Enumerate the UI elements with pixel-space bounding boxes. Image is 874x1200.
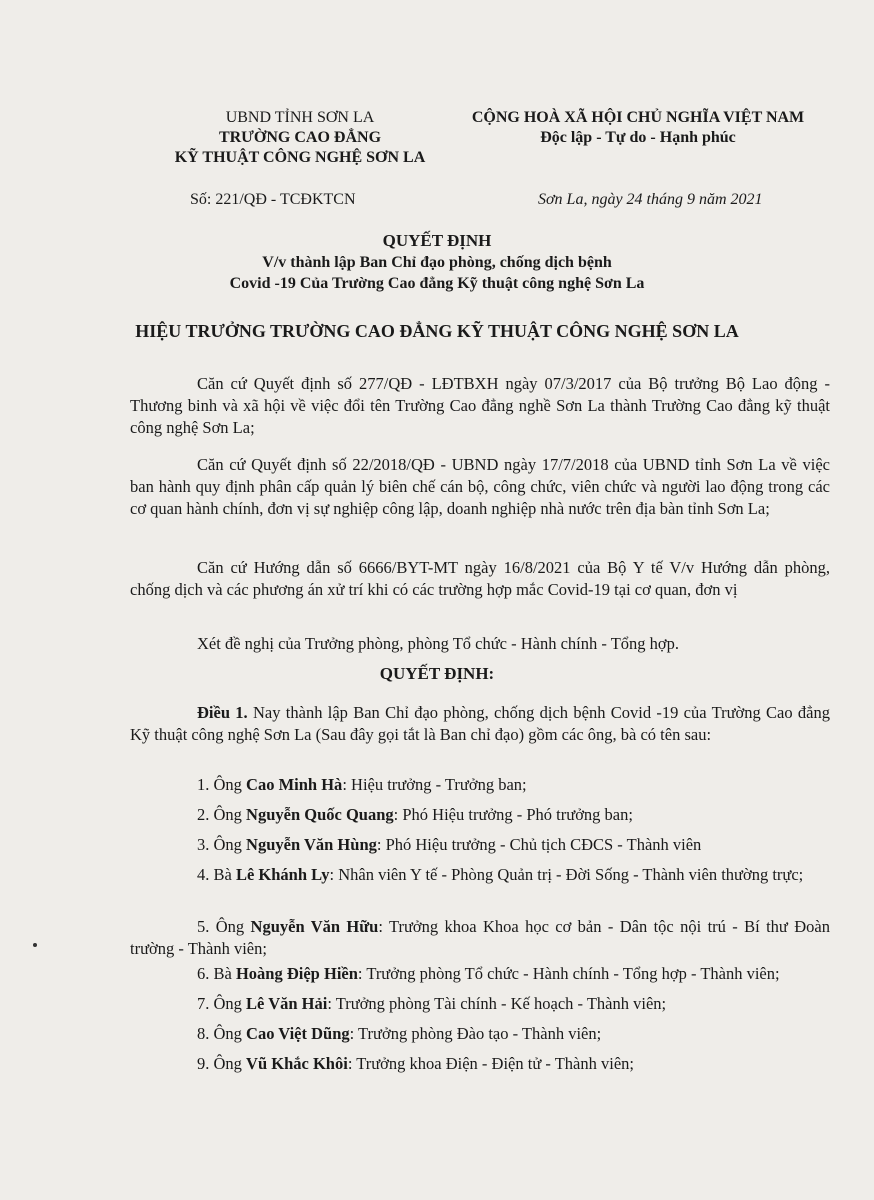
member-prefix: 8. Ông bbox=[197, 1024, 247, 1043]
issuer-block bbox=[150, 108, 450, 168]
preamble-paragraph: Căn cứ Quyết định số 277/QĐ - LĐTBXH ngày 07/3/2017 của Bộ trưởng Bộ Lao động - Thương binh và xã hội về việc đổi tên Trường Cao đẳng nghề Sơn La thành Trường Cao đẳng kỹ thuật công nghệ Sơn La; bbox=[130, 374, 830, 437]
decision-heading: QUYẾT ĐỊNH: bbox=[379, 664, 495, 683]
national-motto-block bbox=[448, 108, 828, 148]
article-1 bbox=[130, 702, 830, 746]
member-name: Lê Văn Hải bbox=[246, 994, 328, 1013]
member-role: : Trưởng khoa Điện - Điện tử - Thành viên; bbox=[347, 1054, 634, 1073]
member-item bbox=[130, 774, 830, 796]
issuer-school-line1: TRƯỜNG CAO ĐẲNG bbox=[218, 129, 382, 146]
member-role: : Hiệu trưởng - Trưởng ban; bbox=[342, 775, 527, 794]
country-name: CỘNG HOÀ XÃ HỘI CHỦ NGHĨA VIỆT NAM bbox=[471, 109, 805, 126]
member-role: : Trưởng phòng Tổ chức - Hành chính - Tổng hợp - Thành viên; bbox=[357, 964, 780, 983]
member-prefix: 5. Ông bbox=[197, 917, 251, 936]
preamble-paragraph: Căn cứ Hướng dẫn số 6666/BYT-MT ngày 16/8/2021 của Bộ Y tế V/v Hướng dẫn phòng, chống dịch và các phương án xử trí khi có các trường hợp mắc Covid-19 tại cơ quan, đơn vị bbox=[130, 558, 830, 599]
reference-number: Số: 221/QĐ - TCĐKTCN bbox=[190, 191, 356, 208]
member-name: Hoàng Điệp Hiền bbox=[235, 964, 358, 983]
article-label: Điều 1. bbox=[197, 703, 248, 722]
member-name: Cao Việt Dũng bbox=[246, 1024, 350, 1043]
member-item bbox=[130, 1053, 830, 1075]
issuing-authority: HIỆU TRƯỞNG TRƯỜNG CAO ĐẲNG KỸ THUẬT CÔNG NGHỆ SƠN LA bbox=[135, 321, 739, 341]
member-item bbox=[130, 916, 830, 960]
document-subject-line1: V/v thành lập Ban Chỉ đạo phòng, chống dịch bệnh bbox=[262, 254, 612, 271]
member-item bbox=[130, 834, 830, 856]
member-name: Nguyễn Văn Hùng bbox=[246, 835, 377, 854]
member-item bbox=[130, 1023, 830, 1045]
member-role: : Trưởng khoa Khoa học cơ bản - Dân tộc nội trú - Bí thư Đoàn trường - Thành viên; bbox=[130, 917, 830, 958]
date-place: Sơn La, ngày 24 tháng 9 năm 2021 bbox=[538, 191, 763, 208]
document-subject-line2: Covid -19 Của Trường Cao đẳng Kỹ thuật công nghệ Sơn La bbox=[229, 275, 645, 292]
member-name: Cao Minh Hà bbox=[246, 775, 343, 794]
member-prefix: 1. Ông bbox=[197, 775, 247, 794]
preamble-paragraph: Căn cứ Quyết định số 22/2018/QĐ - UBND ngày 17/7/2018 của UBND tỉnh Sơn La về việc ban hành quy định phân cấp quản lý biên chế cán bộ, công chức, viên chức và người lao động trong các cơ quan hành chính, đơn vị sự nghiệp công lập, doanh nghiệp nhà nước trên địa bàn tỉnh Sơn La; bbox=[130, 455, 830, 518]
member-prefix: 7. Ông bbox=[197, 994, 247, 1013]
member-role: : Phó Hiệu trưởng - Chủ tịch CĐCS - Thành viên bbox=[376, 835, 702, 854]
article-text: Nay thành lập Ban Chỉ đạo phòng, chống dịch bệnh Covid -19 của Trường Cao đẳng Kỹ thuật công nghệ Sơn La (Sau đây gọi tắt là Ban chỉ đạo) gồm các ông, bà có tên sau: bbox=[130, 703, 830, 744]
member-item bbox=[130, 993, 830, 1015]
scan-speck bbox=[33, 943, 37, 947]
member-prefix: 4. Bà bbox=[197, 865, 236, 884]
member-name: Nguyễn Quốc Quang bbox=[246, 805, 394, 824]
member-prefix: 6. Bà bbox=[197, 964, 236, 983]
issuer-school-line2: KỸ THUẬT CÔNG NGHỆ SƠN LA bbox=[174, 149, 426, 166]
member-item bbox=[130, 864, 830, 886]
member-name: Vũ Khắc Khôi bbox=[246, 1054, 348, 1073]
document-title: QUYẾT ĐỊNH bbox=[382, 231, 492, 250]
member-name: Lê Khánh Ly bbox=[235, 865, 330, 884]
member-prefix: 2. Ông bbox=[197, 805, 247, 824]
member-prefix: 9. Ông bbox=[197, 1054, 247, 1073]
member-role: : Trưởng phòng Tài chính - Kế hoạch - Thành viên; bbox=[327, 994, 667, 1013]
member-item bbox=[130, 963, 830, 985]
member-role: : Trưởng phòng Đào tạo - Thành viên; bbox=[349, 1024, 602, 1043]
member-prefix: 3. Ông bbox=[197, 835, 247, 854]
member-role: : Phó Hiệu trưởng - Phó trưởng ban; bbox=[393, 805, 633, 824]
member-item bbox=[130, 804, 830, 826]
issuer-province: UBND TỈNH SƠN LA bbox=[225, 109, 375, 126]
preamble-paragraph: Xét đề nghị của Trưởng phòng, phòng Tổ chức - Hành chính - Tổng hợp. bbox=[197, 634, 680, 653]
member-role: : Nhân viên Y tế - Phòng Quản trị - Đời Sống - Thành viên thường trực; bbox=[329, 865, 804, 884]
member-name: Nguyễn Văn Hữu bbox=[250, 917, 379, 936]
motto: Độc lập - Tự do - Hạnh phúc bbox=[540, 129, 736, 146]
